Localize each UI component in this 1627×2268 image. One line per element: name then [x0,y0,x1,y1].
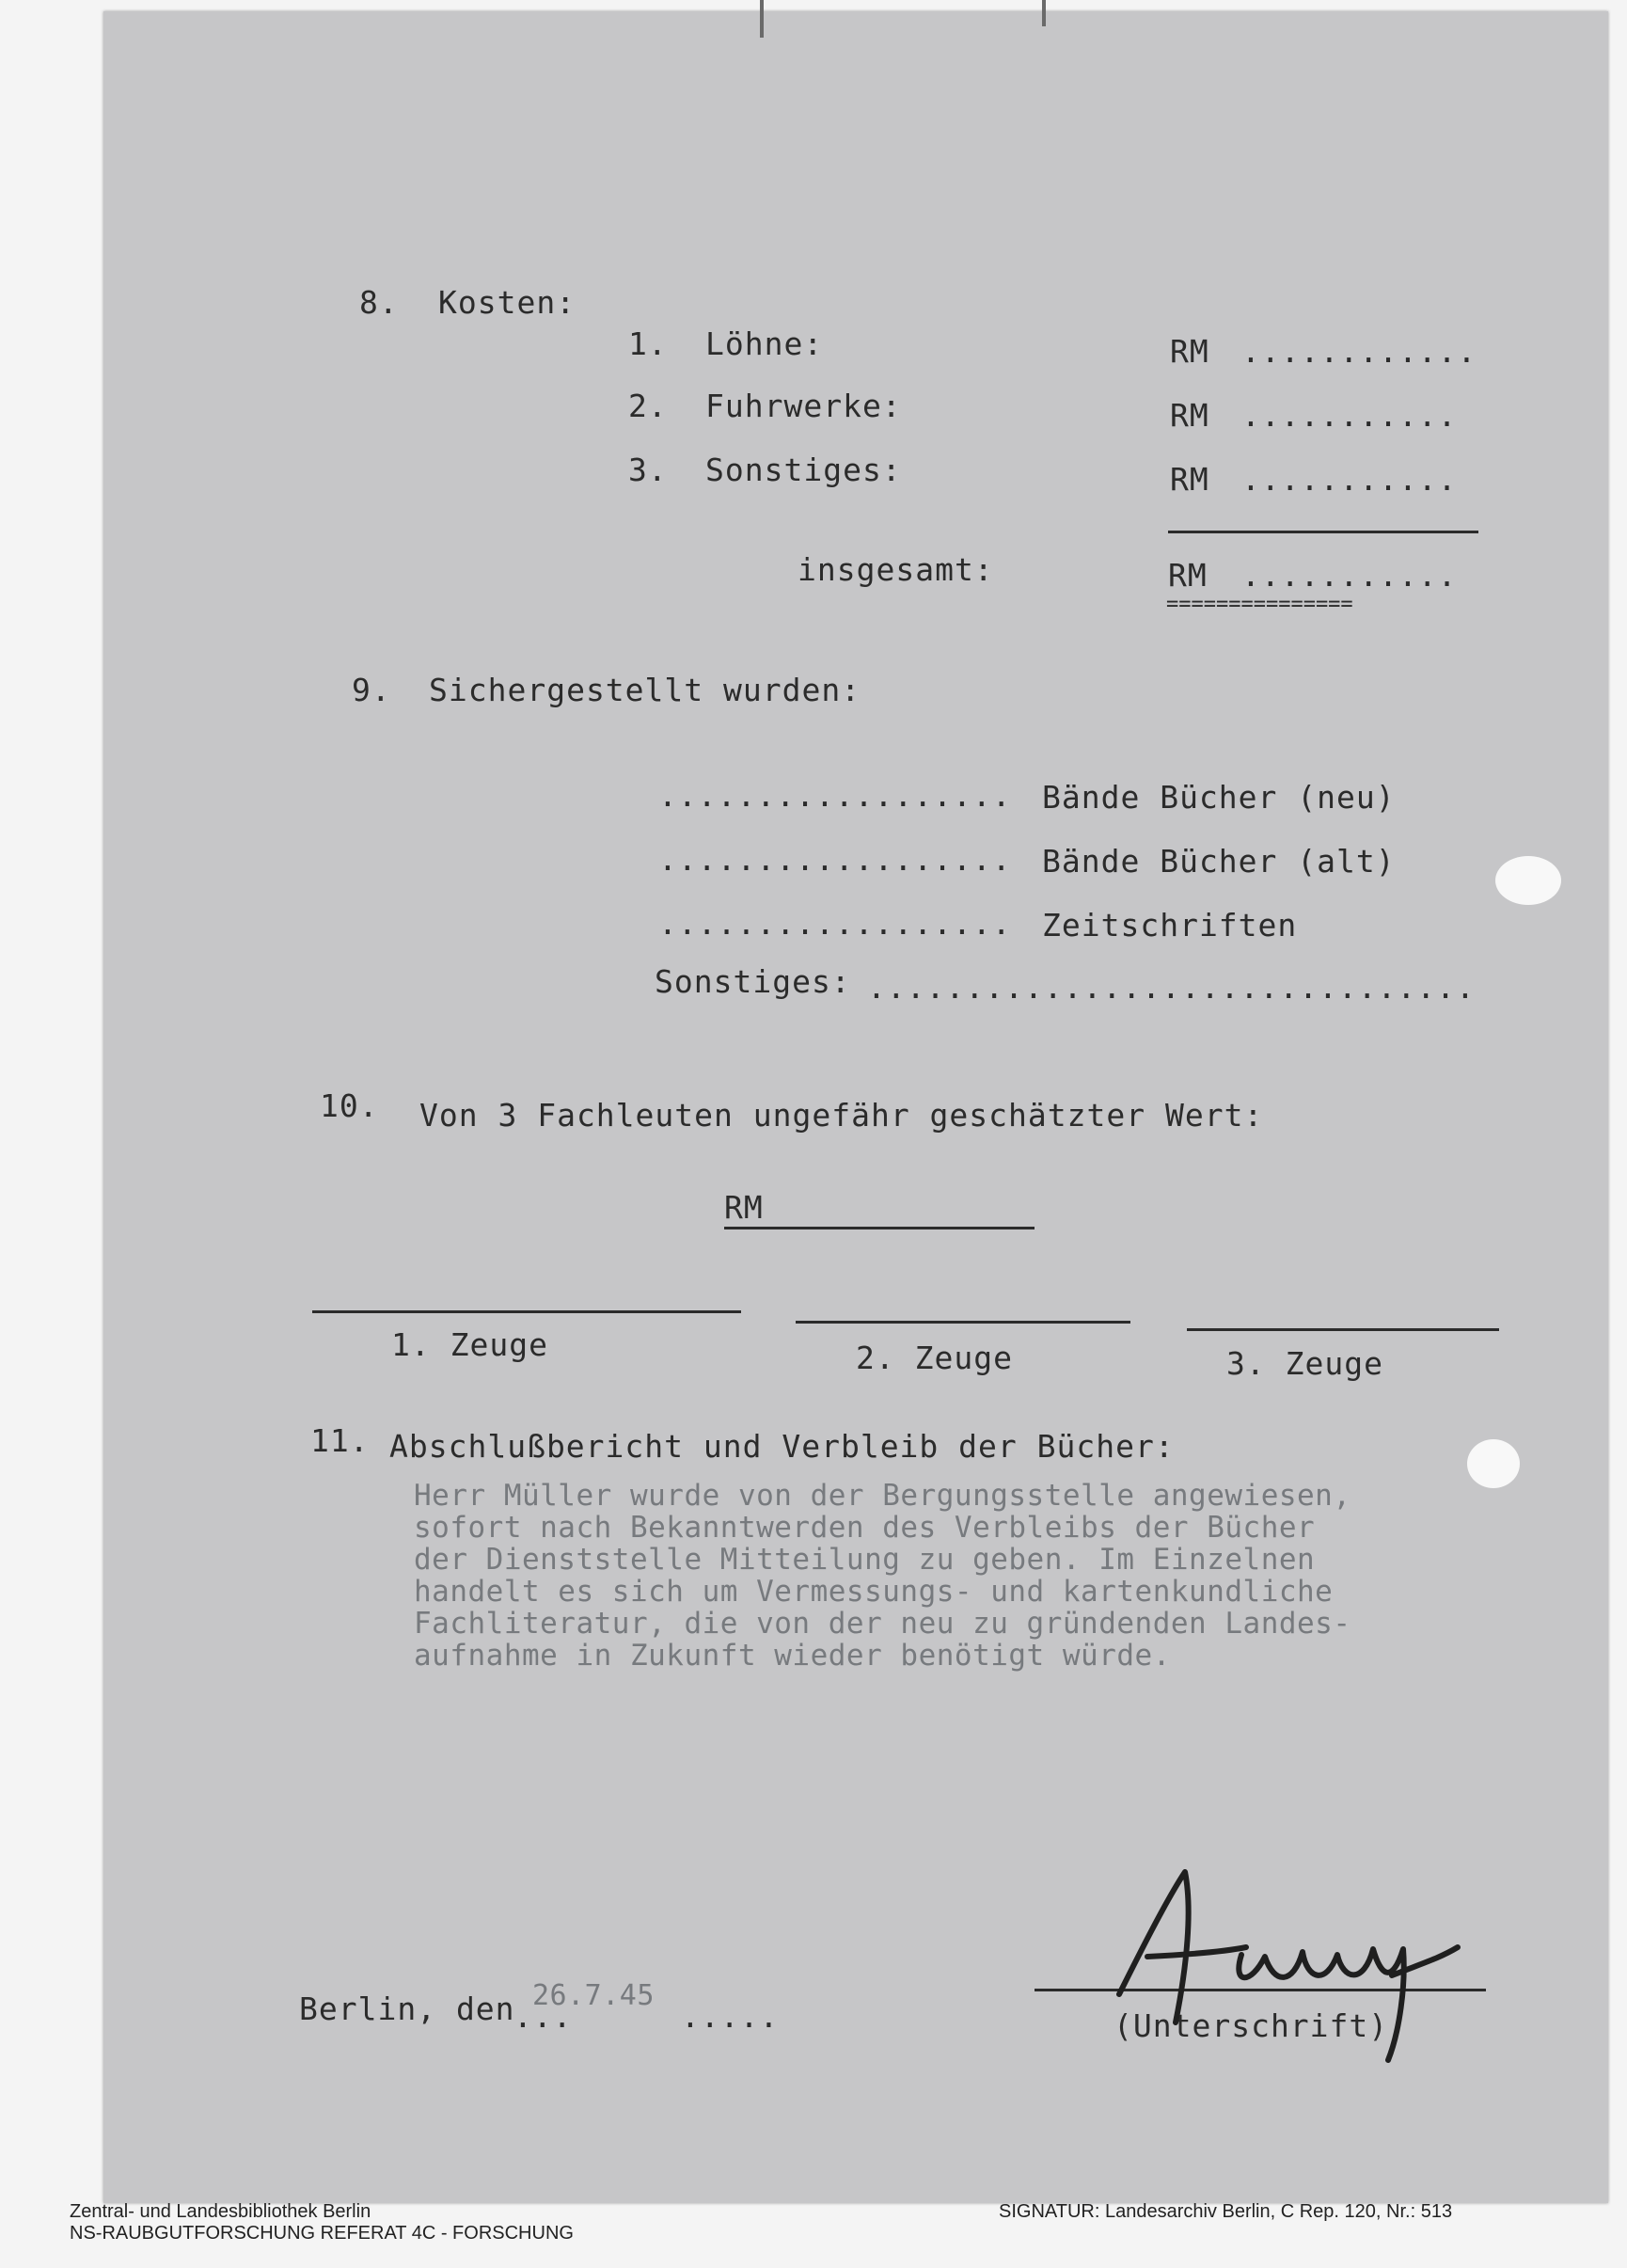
cost-item-label: Fuhrwerke: [705,388,902,424]
witness-label: 2. Zeuge [856,1340,1013,1376]
signature-label: (Unterschrift) [1114,2007,1389,2044]
value-currency: RM [724,1189,764,1226]
double-rule: =============== [1166,593,1353,616]
witness-signature-line [796,1321,1130,1324]
secured-label: Zeitschriften [1042,907,1298,944]
secured-label: Bände Bücher (neu) [1042,779,1396,816]
date-dots-after: ..... [681,1998,780,2035]
cost-item-currency: RM [1170,461,1209,498]
witness-label: 3. Zeuge [1226,1345,1383,1382]
cost-item-label: Sonstiges: [705,452,902,488]
total-dots: ........... [1241,557,1458,594]
footer-signature: SIGNATUR: Landesarchiv Berlin, C Rep. 120, Nr.: 513 [999,2201,1453,2222]
report-text-line: aufnahme in Zukunft wieder benötigt würde. [414,1639,1171,1673]
total-currency: RM [1168,557,1208,594]
cost-item-number: 1. [628,325,668,362]
witness-label: 1. Zeuge [391,1326,548,1363]
cost-item-currency: RM [1170,397,1209,434]
other-dots: ............................... [867,969,1476,1006]
place-date-label: Berlin, den [299,1990,515,2027]
secured-dots: .................. [658,777,1012,814]
binding-string [760,0,764,38]
cost-item-currency: RM [1170,333,1209,370]
secured-dots: .................. [658,905,1012,942]
sum-rule [1168,531,1478,533]
cost-item-dots: ............ [1241,333,1477,370]
report-text-line: Fachliteratur, die von der neu zu gründenden Landes- [414,1607,1351,1641]
cost-item-dots: ........... [1241,397,1458,434]
report-text-line: sofort nach Bekanntwerden des Verbleibs der Bücher [414,1511,1316,1545]
punch-hole [1467,1439,1520,1488]
cost-item-number: 2. [628,388,668,424]
section-10-number: 10. [320,1087,379,1124]
report-text-line: Herr Müller wurde von der Bergungsstelle angewiesen, [414,1479,1351,1513]
section-9-number: 9. [352,672,391,708]
total-label: insgesamt: [798,551,994,588]
section-11-title: Abschlußbericht und Verbleib der Bücher: [389,1428,1175,1465]
cost-item-dots: ........... [1241,461,1458,498]
report-text-line: der Dienststelle Mitteilung zu geben. Im Einzelnen [414,1543,1316,1577]
section-8-number: 8. [359,284,399,321]
binding-string [1042,0,1046,26]
secured-dots: .................. [658,841,1012,878]
other-label: Sonstiges: [655,963,851,1000]
witness-signature-line [1187,1328,1499,1331]
footer-department: NS-RAUBGUTFORSCHUNG REFERAT 4C - FORSCHUNG [70,2223,574,2244]
cost-item-number: 3. [628,452,668,488]
section-10-title: Von 3 Fachleuten ungefähr geschätzter Wert: [419,1097,1264,1134]
section-9-title: Sichergestellt wurden: [429,672,861,708]
value-line [724,1227,1035,1229]
witness-signature-line [312,1310,741,1313]
date-dots-before: ... [513,1998,573,2035]
handwritten-signature [1082,1844,1477,2070]
section-8-title: Kosten: [438,284,577,321]
section-11-number: 11. [310,1422,370,1459]
punch-hole [1495,856,1561,905]
report-text-line: handelt es sich um Vermessungs- und kartenkundliche [414,1575,1334,1609]
footer-institution: Zentral- und Landesbibliothek Berlin [70,2201,371,2222]
date-value: 26.7.45 [532,1979,655,2012]
cost-item-label: Löhne: [705,325,824,362]
secured-label: Bände Bücher (alt) [1042,843,1396,880]
